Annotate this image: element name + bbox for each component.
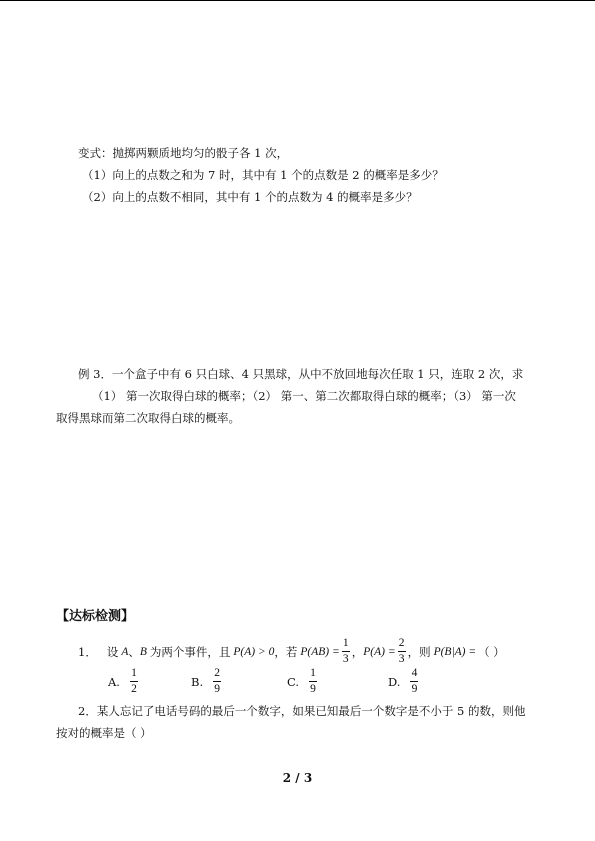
fraction-numerator: 4 [411, 667, 418, 679]
choice-fraction [410, 667, 418, 696]
choice-fraction [130, 667, 138, 696]
fraction-bar [130, 681, 138, 682]
variant-intro: 变式：抛掷两颗质地均匀的骰子各 1 次， [78, 146, 289, 160]
fraction-numerator: 1 [310, 667, 316, 679]
variant-question-1: （1）向上的点数之和为 7 时，其中有 1 个的点数是 2 的概率是多少？ [82, 168, 444, 182]
example3-line3: 取得黑球而第二次取得白球的概率。 [56, 411, 240, 425]
choice-letter: D. [388, 674, 401, 689]
example3-line2: （1） 第一次取得白球的概率；（2） 第一、第二次都取得白球的概率；（3） 第一次 [92, 389, 516, 403]
answer-paren: （ ） [478, 644, 505, 659]
fraction-bar [410, 681, 418, 682]
choice-letter: B. [191, 674, 204, 689]
condition-pa-positive: P(A) > 0 [233, 645, 275, 658]
variant-question-2: （2）向上的点数不相同，其中有 1 个的点数为 4 的概率是多少？ [82, 190, 418, 204]
fraction-denominator: 9 [310, 683, 316, 695]
page-number: 2 / 3 [282, 771, 313, 785]
pab-label: P(AB) = [300, 645, 340, 658]
choice-letter: A. [108, 674, 120, 689]
fraction-numerator: 1 [131, 667, 137, 679]
problem1-text-b: 为两个事件，且 [149, 644, 231, 659]
choice-a[interactable] [108, 667, 140, 696]
problem1-stem [78, 637, 505, 666]
fraction-bar [213, 681, 221, 682]
choice-d[interactable] [388, 667, 420, 696]
choice-b[interactable] [191, 667, 223, 696]
fraction-numerator: 2 [398, 637, 405, 649]
fraction-denominator: 3 [342, 653, 349, 665]
example3-line1: 例 3．一个盒子中有 6 只白球、4 只黑球，从中不放回地每次任取 1 只，连取 2 次，求 [78, 367, 524, 381]
fraction-numerator: 2 [214, 667, 220, 679]
fraction-denominator: 2 [131, 683, 137, 695]
problem2-line2: 按对的概率是（ ） [56, 726, 152, 740]
choice-c[interactable] [287, 667, 319, 696]
page-top-rule [0, 0, 595, 1]
event-a: A [121, 645, 129, 658]
problem1-number: 1． [78, 644, 97, 659]
problem1-sep: 、 [128, 644, 140, 659]
fraction-denominator: 9 [214, 683, 220, 695]
choice-fraction [309, 667, 317, 696]
fraction-bar [309, 681, 317, 682]
fraction-two-thirds [398, 637, 406, 666]
pba-label: P(B|A) = [433, 645, 477, 658]
fraction-numerator: 1 [342, 637, 349, 649]
problem2-line1: 2．某人忘记了电话号码的最后一个数字，如果已知最后一个数字是不小于 5 的数，则他 [78, 704, 526, 718]
choice-fraction [213, 667, 221, 696]
fraction-one-third [342, 637, 350, 666]
fraction-denominator: 3 [398, 653, 405, 665]
problem1-comma: ， [351, 644, 364, 659]
problem1-text-d: ，则 [407, 644, 431, 659]
fraction-denominator: 9 [411, 683, 418, 695]
event-b: B [139, 645, 147, 658]
problem1-text-c: ，若 [274, 644, 298, 659]
section-title: 【达标检测】 [56, 609, 135, 624]
problem1-text-a: 设 [106, 644, 119, 659]
fraction-bar [398, 651, 406, 652]
fraction-bar [342, 651, 350, 652]
pa-label: P(A) = [363, 645, 396, 658]
choice-letter: C. [287, 674, 300, 689]
